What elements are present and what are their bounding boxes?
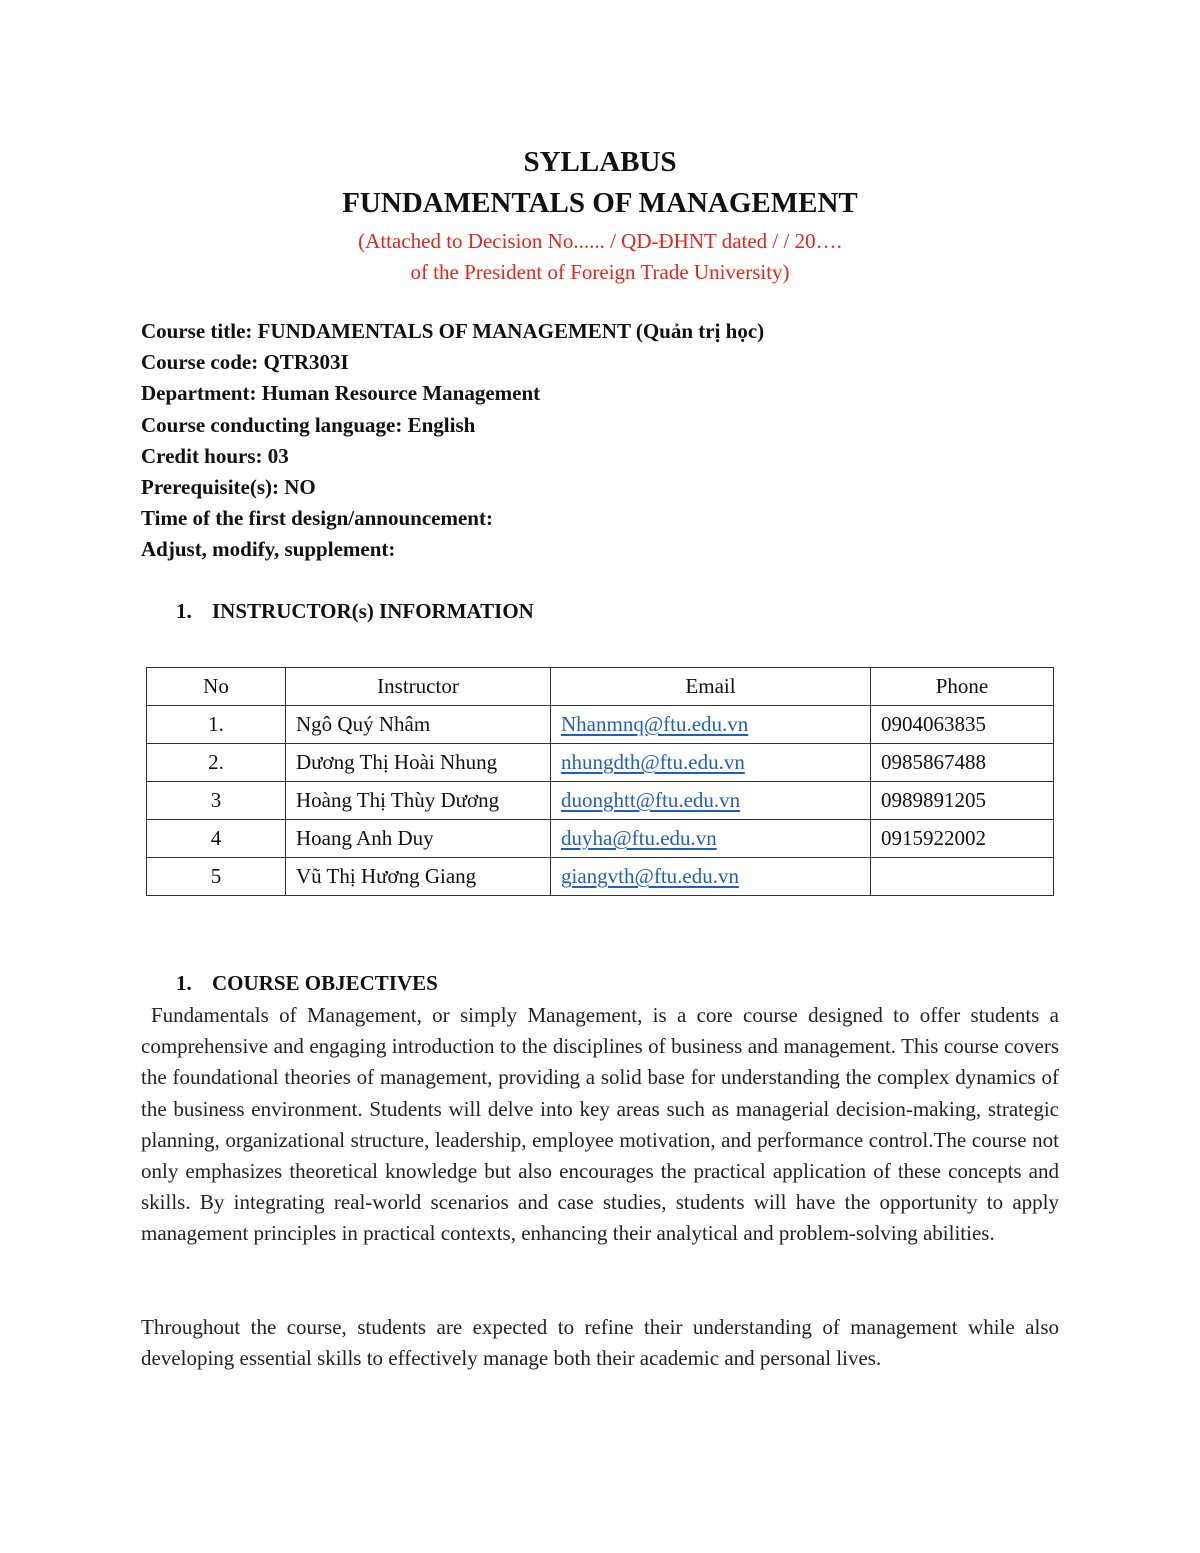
instructor-phone: 0904063835 <box>871 706 1054 744</box>
table-row <box>147 744 1054 782</box>
section-number: 1. <box>176 599 192 623</box>
column-header-no: No <box>147 668 286 706</box>
instructor-name: Ngô Quý Nhâm <box>286 706 551 744</box>
instructor-phone: 0989891205 <box>871 782 1054 820</box>
column-header-phone: Phone <box>871 668 1054 706</box>
table-header-row <box>147 668 1054 706</box>
section-number: 1. <box>176 971 192 995</box>
course-name-title: FUNDAMENTALS OF MANAGEMENT <box>342 187 858 219</box>
first-design-line: Time of the first design/announcement: <box>141 506 493 531</box>
course-info-block <box>141 316 1071 566</box>
section-title: INSTRUCTOR(s) INFORMATION <box>212 599 534 623</box>
objectives-paragraph-2: Throughout the course, students are expected to refine their understanding of management while also developing essential skills to effectively manage both their academic and personal lives. <box>141 1315 1059 1371</box>
instructor-no: 4 <box>147 820 286 858</box>
course-code-line: Course code: QTR303I <box>141 350 349 375</box>
section-title: COURSE OBJECTIVES <box>212 971 438 995</box>
instructor-email-link[interactable]: Nhanmnq@ftu.edu.vn <box>561 712 749 736</box>
course-title-line: Course title: FUNDAMENTALS OF MANAGEMENT (Quản trị học) <box>141 319 765 343</box>
column-header-email: Email <box>551 668 871 706</box>
credit-hours-line: Credit hours: 03 <box>141 443 289 468</box>
instructors-section-heading <box>176 596 534 627</box>
table-row <box>147 820 1054 858</box>
adjustments-line: Adjust, modify, supplement: <box>141 537 396 562</box>
instructor-email-link[interactable]: giangvth@ftu.edu.vn <box>561 864 739 888</box>
document-title: SYLLABUS <box>523 146 677 178</box>
instructor-no: 1. <box>147 706 286 744</box>
instructor-no: 3 <box>147 782 286 820</box>
instructor-name: Dương Thị Hoài Nhung <box>286 744 551 782</box>
objectives-section-heading <box>176 968 438 999</box>
column-header-instructor: Instructor <box>286 668 551 706</box>
department-line: Department: Human Resource Management <box>141 381 541 406</box>
decision-reference: (Attached to Decision No...... / QD-ĐHNT dated / / 20…. <box>358 229 842 253</box>
instructor-no: 5 <box>147 858 286 896</box>
table-row <box>147 706 1054 744</box>
instructor-phone: 0915922002 <box>871 820 1054 858</box>
instructor-phone: 0985867488 <box>871 744 1054 782</box>
title-block <box>0 142 1200 288</box>
instructor-no: 2. <box>147 744 286 782</box>
instructor-table <box>146 667 1054 896</box>
issuing-authority: of the President of Foreign Trade University) <box>410 260 790 284</box>
objectives-paragraph-1: Fundamentals of Management, or simply Management, is a core course designed to offer students a comprehensive and engaging introduction to the disciplines of business and management. This course covers the foundational theories of management, providing a solid base for understanding the complex dynamics of the business environment. Students will delve into key areas such as managerial decision-making, strategic planning, organizational structure, leadership, employee motivation, and performance control.The course not only emphasizes theoretical knowledge but also encourages the practical application of these concepts and skills. By integrating real-world scenarios and case studies, students will have the opportunity to apply management principles in practical contexts, enhancing their analytical and problem-solving abilities. <box>141 1003 1059 1246</box>
instructor-name: Vũ Thị Hương Giang <box>286 858 551 896</box>
instructor-name: Hoàng Thị Thùy Dương <box>286 782 551 820</box>
table-row <box>147 858 1054 896</box>
prerequisites-line: Prerequisite(s): NO <box>141 475 316 500</box>
table-row <box>147 782 1054 820</box>
language-line: Course conducting language: English <box>141 412 476 437</box>
instructor-email-link[interactable]: duyha@ftu.edu.vn <box>561 826 717 850</box>
instructor-name: Hoang Anh Duy <box>286 820 551 858</box>
instructor-phone <box>871 858 1054 896</box>
instructor-email-link[interactable]: nhungdth@ftu.edu.vn <box>561 750 745 774</box>
instructor-email-link[interactable]: duonghtt@ftu.edu.vn <box>561 788 741 812</box>
